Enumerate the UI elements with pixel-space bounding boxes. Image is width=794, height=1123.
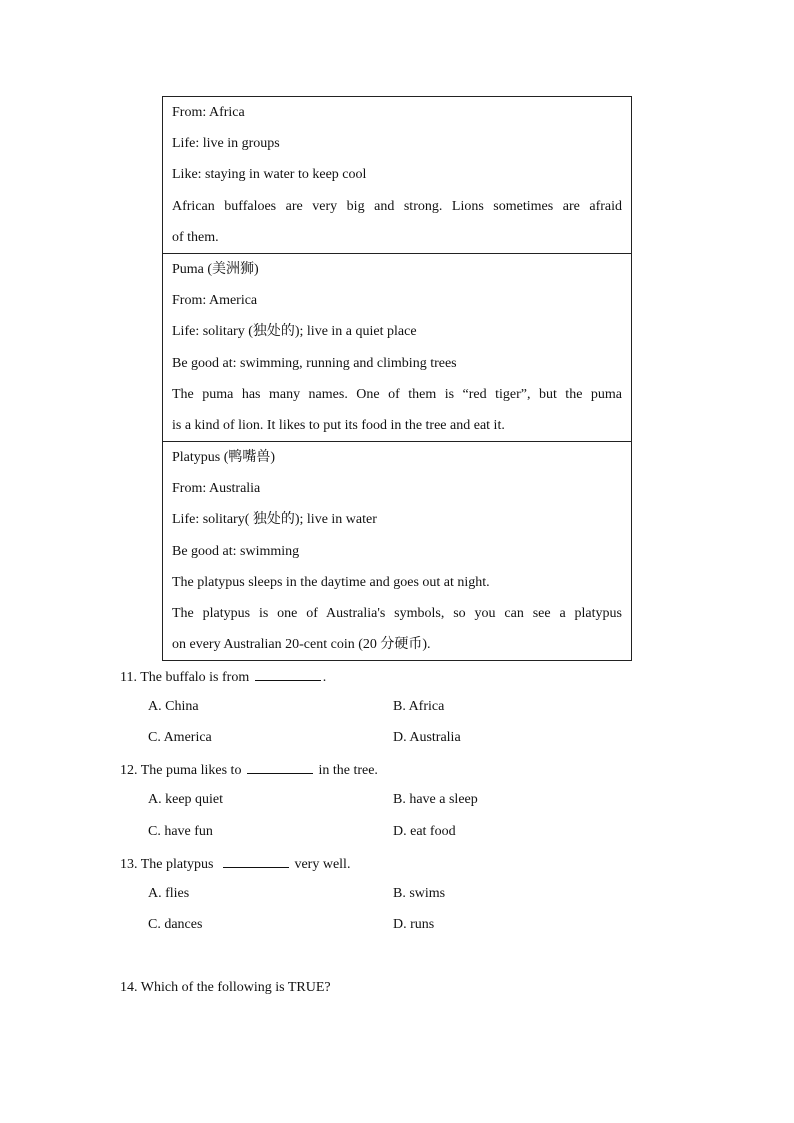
question-13-stem: 13. The platypus xyxy=(120,857,214,872)
buffalo-life: Life: live in groups xyxy=(172,136,280,152)
platypus-habit: The platypus sleeps in the daytime and goes out at night. xyxy=(172,574,490,590)
question-13-option-a: A. flies xyxy=(148,886,190,901)
question-11-option-d: D. Australia xyxy=(393,730,461,745)
question-12-stem: 12. The puma likes to xyxy=(120,763,242,778)
buffalo-cell xyxy=(163,97,631,253)
puma-cell xyxy=(163,253,631,441)
platypus-good-at: Be good at: swimming xyxy=(172,543,300,559)
question-14: 14. Which of the following is TRUE? xyxy=(120,980,331,995)
puma-title: Puma (美洲狮) xyxy=(172,261,259,277)
puma-from: From: America xyxy=(172,293,258,309)
question-11-option-b: B. Africa xyxy=(393,699,445,714)
question-12-option-c: C. have fun xyxy=(148,824,213,839)
question-11-end: . xyxy=(322,670,327,685)
question-12-option-a: A. keep quiet xyxy=(148,792,224,807)
puma-description-1: The puma has many names. One of them is “red tiger”, but the puma xyxy=(172,386,622,402)
question-11 xyxy=(120,668,326,686)
question-13 xyxy=(120,855,350,873)
platypus-from: From: Australia xyxy=(172,481,261,497)
question-12-end: in the tree. xyxy=(318,763,378,778)
puma-description-2: is a kind of lion. It likes to put its food in the tree and eat it. xyxy=(172,417,505,433)
question-12-blank xyxy=(247,761,313,774)
question-11-option-a: A. China xyxy=(148,699,199,714)
question-11-option-c: C. America xyxy=(148,730,212,745)
buffalo-like: Like: staying in water to keep cool xyxy=(172,167,367,183)
question-13-blank xyxy=(223,855,289,868)
question-13-end: very well. xyxy=(294,857,351,872)
question-13-option-d: D. runs xyxy=(393,917,435,932)
question-13-option-b: B. swims xyxy=(393,886,446,901)
question-11-blank xyxy=(255,668,321,681)
buffalo-from: From: Africa xyxy=(172,105,245,120)
question-12-option-b: B. have a sleep xyxy=(393,792,478,807)
question-13-option-c: C. dances xyxy=(148,917,203,932)
question-12 xyxy=(120,761,378,779)
platypus-title: Platypus (鸭嘴兽) xyxy=(172,450,276,466)
animal-info-table xyxy=(162,96,632,661)
question-12-option-d: D. eat food xyxy=(393,824,456,839)
puma-good-at: Be good at: swimming, running and climbing trees xyxy=(172,355,457,371)
puma-life: Life: solitary (独处的); live in a quiet place xyxy=(172,324,417,340)
buffalo-description-1: African buffaloes are very big and strong. Lions sometimes are afraid xyxy=(172,198,622,214)
platypus-life: Life: solitary( 独处的); live in water xyxy=(172,512,377,528)
platypus-description-2: on every Australian 20-cent coin (20 分硬币). xyxy=(172,637,431,653)
platypus-cell xyxy=(163,441,631,660)
question-11-stem: 11. The buffalo is from xyxy=(120,670,250,685)
buffalo-description-2: of them. xyxy=(172,229,219,245)
platypus-description-1: The platypus is one of Australia's symbols, so you can see a platypus xyxy=(172,606,622,621)
